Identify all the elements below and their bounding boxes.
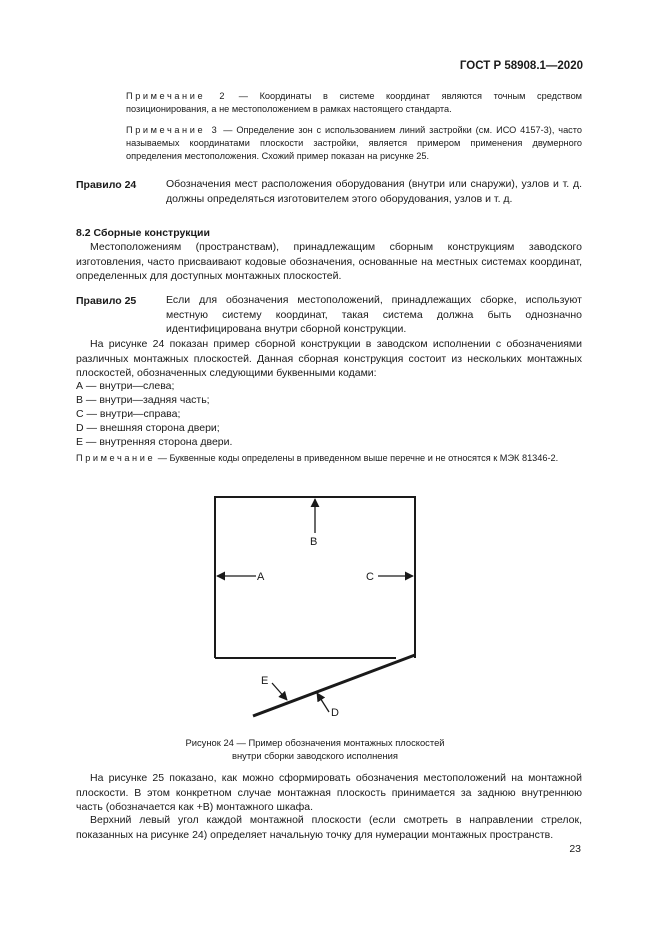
paragraph-4-text: Верхний левый угол каждой монтажной плоскости (если смотреть в направлении стрелок, показанных на рисунке 24) определяет начальную точку для нумерации монтажных пространств. (76, 814, 582, 841)
label-a: A (257, 571, 265, 583)
document-header-id: ГОСТ Р 58908.1—2020 (459, 60, 583, 72)
paragraph-3 (76, 771, 582, 815)
arrow-d (317, 693, 329, 712)
code-item-e: Е — внутренняя сторона двери. (76, 436, 233, 448)
note-letter-codes-label: Примечание (76, 453, 156, 463)
label-e: E (261, 675, 269, 687)
rule-25-text: Если для обозначения местоположений, принадлежащих сборке, используют местную систему координат, такая система должна быть однозначно идентифицирована внутри сборной конструкции. (166, 294, 582, 335)
figure-caption-line-2: внутри сборки заводского исполнения (232, 750, 398, 761)
figure-caption-line-1: Рисунок 24 — Пример обозначения монтажных плоскостей (185, 737, 445, 748)
paragraph-2-text: На рисунке 24 показан пример сборной конструкции в заводском исполнении с обозначениями различных монтажных плоскостей. Данная сборная конструкция состоит из нескольких монтажных плоскостей, обозначенных следующими буквенными кодами: (76, 338, 582, 379)
code-item-b: В — внутри—задняя часть; (76, 394, 210, 406)
rule-25-label: Правило 25 (76, 295, 137, 307)
paragraph-4 (76, 813, 582, 842)
label-d: D (331, 707, 339, 719)
note-3-label: Примечание 3 (126, 125, 220, 135)
note-2-text: — Координаты в системе координат являются точным средством позиционирования, а не местоположением в рамках настоящего стандарта. (126, 91, 582, 115)
code-item-a: А — внутри—слева; (76, 380, 175, 392)
note-3-text: — Определение зон с использованием линий застройки (см. ИСО 4157-3), часто называемых координатами плоскости застройки, является примером применения двумерного определения местоположения. Схожий пример показан на рисунке 25. (126, 125, 582, 162)
code-item-c: С — внутри—справа; (76, 408, 181, 420)
paragraph-1-text: Местоположениям (пространствам), принадлежащим сборным конструкциям заводского изготовления, часто присваивают кодовые обозначения, основанные на местных системах координат, определенных для доступных монтажных плоскостей. (76, 241, 582, 282)
label-c: C (366, 571, 374, 583)
code-item-d: D — внешняя сторона двери; (76, 422, 220, 434)
paragraph-3-text: На рисунке 25 показано, как можно сформировать обозначения местоположений на монтажной плоскости. В этом конкретном случае монтажная плоскость принимается за заднюю внутреннюю часть (обозначается как +B) монтажного шкафа. (76, 772, 582, 813)
page-number: 23 (569, 843, 581, 855)
rule-24-label: Правило 24 (76, 179, 137, 191)
figure-caption (130, 736, 500, 762)
rule-24-text: Обозначения мест расположения оборудования (внутри или снаружи), узлов и т. д. должны определяться изготовителем этого оборудования, узлов и т. д. (166, 178, 582, 205)
note-2-label: Примечание 2 (126, 91, 228, 101)
label-b: B (310, 536, 318, 548)
arrow-e (272, 683, 287, 700)
section-title: 8.2 Сборные конструкции (76, 227, 210, 239)
note-letter-codes-text: — Буквенные коды определены в приведенном выше перечне и не относятся к МЭК 81346-2. (155, 453, 559, 463)
